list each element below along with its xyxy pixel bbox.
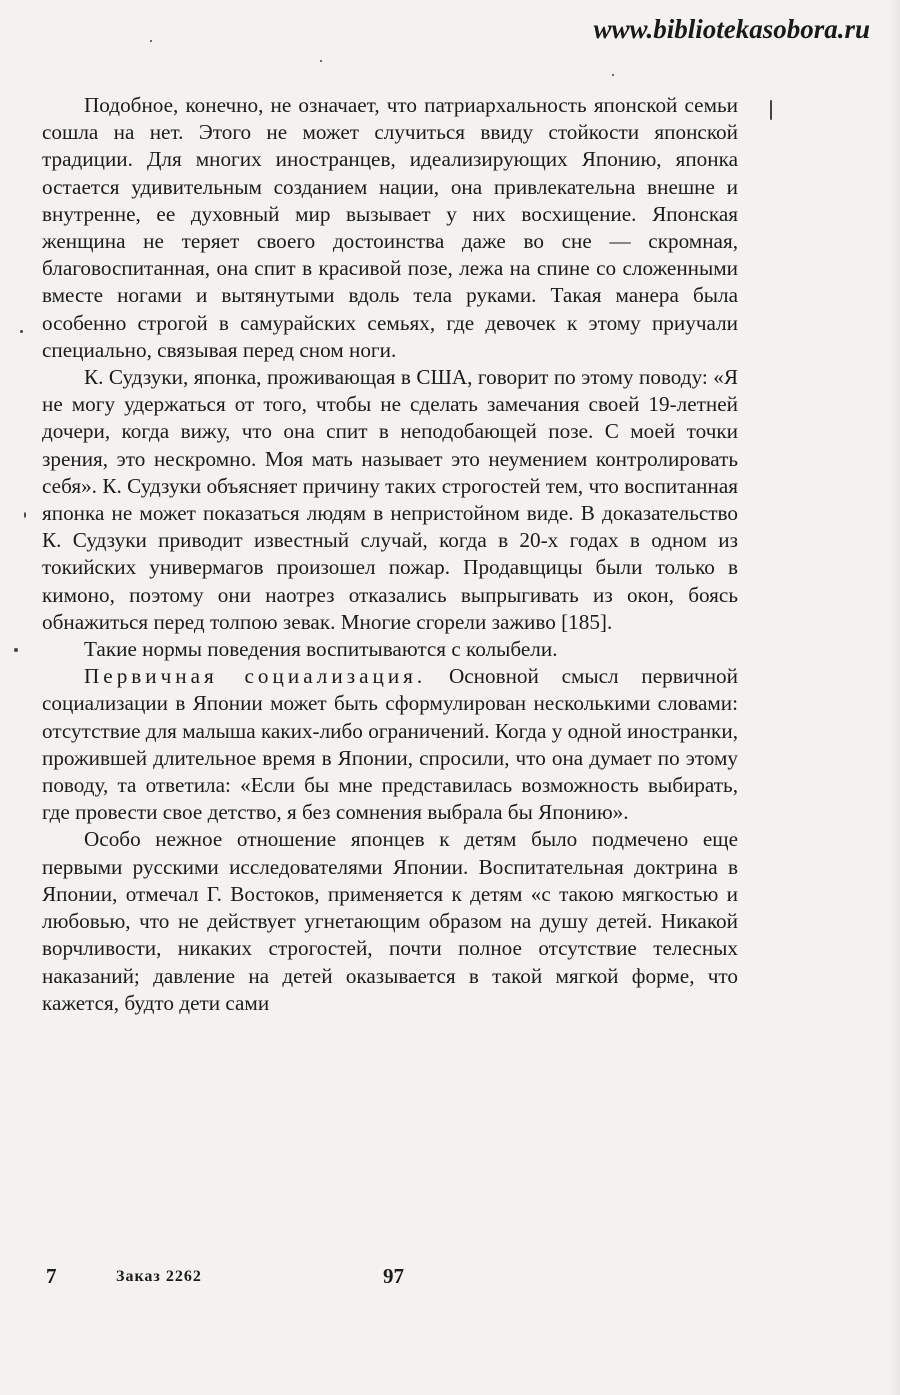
section-heading: Первичная социализация.	[84, 664, 427, 689]
print-order: Заказ 2262	[116, 1268, 202, 1285]
page-number: 97	[383, 1264, 404, 1288]
paragraph: Подобное, конечно, не означает, что патриархальность японской семьи сошла на нет. Этого не может случиться ввиду стойкости японской традиции. Для многих иностранцев, идеализирующих Японию, японка остается удивительным созданием нации, она привлекательна внешне и внутренне, ее духовный мир вызывает у них восхищение. Японская женщина не теряет своего достоинства даже во сне — скромная, благовоспитанная, она спит в красивой позе, лежа на спине со сложенными вместе ногами и вытянутыми вдоль тела руками. Такая манера была особенно строгой в самурайских семьях, где девочек к этому приучали специально, связывая перед сном ноги.	[42, 93, 738, 362]
paragraph: К. Судзуки, японка, проживающая в США, говорит по этому поводу: «Я не могу удержаться от того, чтобы не сделать замечания своей 19-летней дочери, когда вижу, что она спит в неподобающей позе. С моей точки зрения, это нескромно. Моя мать называет это неумением контролировать себя». К. Судзуки объясняет причину таких строгостей тем, что воспитанная японка не может показаться людям в непристойном виде. В доказательство К. Судзуки приводит известный случай, когда в 20-х годах в одном из токийских универмагов произошел пожар. Продавщицы были только в кимоно, поэтому они наотрез отказались выпрыгивать из окон, боясь обнажиться перед толпою зевак. Многие сгорели заживо [185].	[42, 365, 738, 634]
page-edge-shadow	[890, 0, 900, 1395]
site-watermark: www.bibliotekasobora.ru	[593, 14, 870, 44]
main-text	[42, 92, 738, 1017]
paragraph-with-heading	[42, 663, 738, 826]
paragraph-text: Основной смысл первичной социализации в Японии может быть сформулирован несколькими словами: отсутствие для малыша каких-либо ограничений. Когда у одной иностранки, прожившей длительное время в Японии, спросили, что она думает по этому поводу, та ответила: «Если бы мне представилась возможность выбирать, где провести свое детство, я без сомнения выбрала бы Японию».	[42, 664, 738, 825]
signature-number: 7	[46, 1264, 57, 1288]
paragraph: Особо нежное отношение японцев к детям было подмечено еще первыми русскими исследователями Японии. Воспитательная доктрина в Японии, отмечал Г. Востоков, применяется к детям «с такою мягкостью и любовью, что не действует угнетающим образом на душу детей. Никакой ворчливости, никаких строгостей, почти полное отсутствие телесных наказаний; давление на детей оказывается в такой мягкой форме, что кажется, будто дети сами	[42, 827, 738, 1015]
paragraph: Такие нормы поведения воспитываются с колыбели.	[84, 637, 558, 662]
